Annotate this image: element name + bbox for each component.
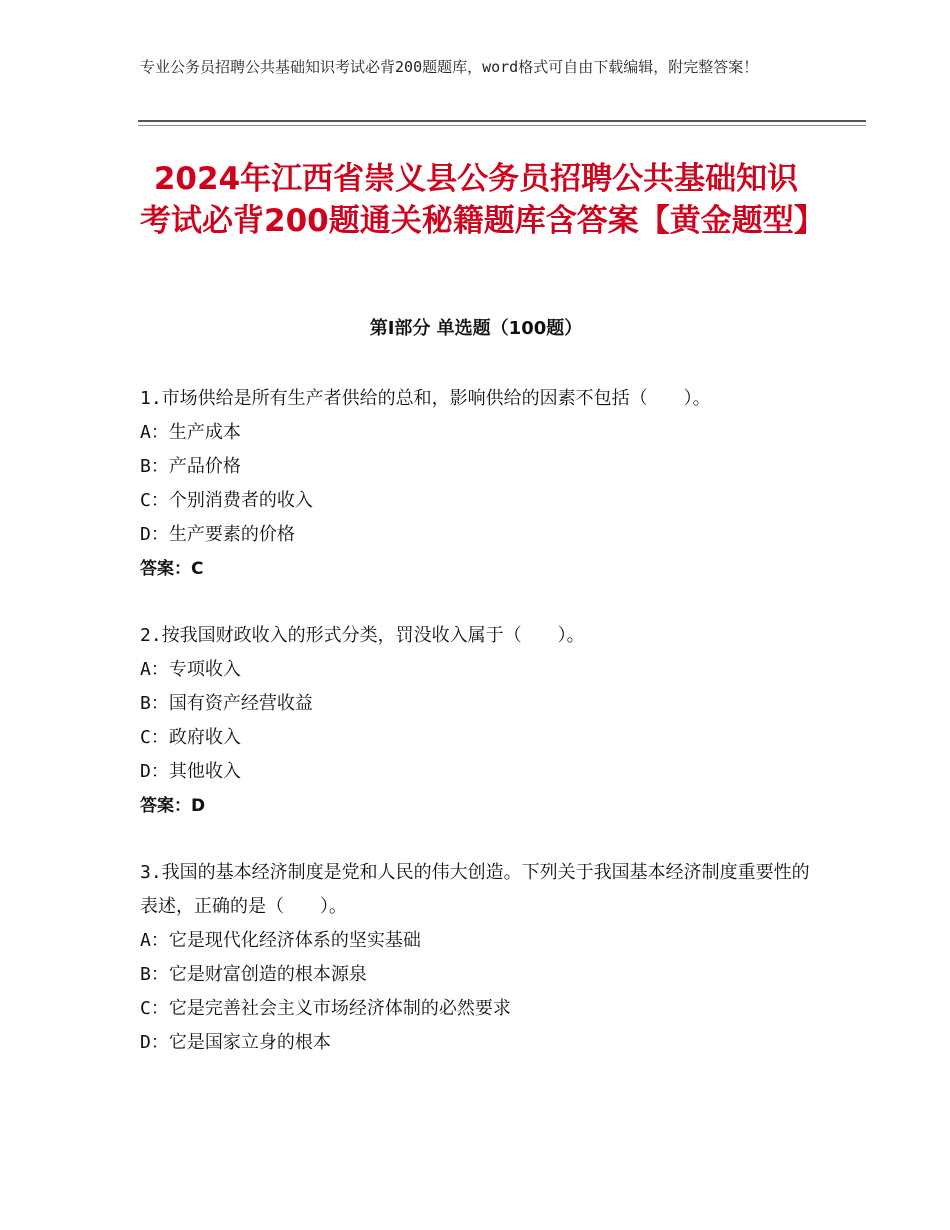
option-a: A：专项收入 bbox=[140, 659, 241, 680]
answer: 答案：D bbox=[140, 796, 206, 816]
document-title: 2024年江西省崇义县公务员招聘公共基础知识考试必背200题通关秘籍题库含答案【黄金题型】 bbox=[140, 161, 825, 239]
question-2 bbox=[140, 619, 820, 823]
header-rule-thick bbox=[138, 120, 866, 122]
option-b: B：产品价格 bbox=[140, 456, 241, 477]
question-3 bbox=[140, 856, 820, 1060]
question-stem: 3.我国的基本经济制度是党和人民的伟大创造。下列关于我国基本经济制度重要性的表述，正确的是（ ）。 bbox=[140, 862, 810, 917]
question-stem: 1.市场供给是所有生产者供给的总和，影响供给的因素不包括（ ）。 bbox=[140, 388, 711, 409]
header-note: 专业公务员招聘公共基础知识考试必背200题题库，word格式可自由下载编辑，附完整答案！ bbox=[140, 58, 759, 76]
option-b: B：它是财富创造的根本源泉 bbox=[140, 964, 367, 985]
question-stem: 2.按我国财政收入的形式分类，罚没收入属于（ ）。 bbox=[140, 625, 585, 646]
question-1 bbox=[140, 382, 820, 586]
option-b: B：国有资产经营收益 bbox=[140, 693, 313, 714]
header-rule-thin bbox=[138, 125, 866, 126]
option-d: D：它是国家立身的根本 bbox=[140, 1032, 331, 1053]
option-c: C：它是完善社会主义市场经济体制的必然要求 bbox=[140, 998, 511, 1019]
option-a: A：它是现代化经济体系的坚实基础 bbox=[140, 930, 421, 951]
answer: 答案：C bbox=[140, 559, 204, 579]
option-d: D：其他收入 bbox=[140, 761, 241, 782]
option-c: C：个别消费者的收入 bbox=[140, 490, 313, 511]
question-list bbox=[140, 382, 820, 1093]
option-c: C：政府收入 bbox=[140, 727, 241, 748]
section-heading: 第I部分 单选题（100题） bbox=[369, 318, 583, 339]
option-a: A：生产成本 bbox=[140, 422, 241, 443]
option-d: D：生产要素的价格 bbox=[140, 524, 295, 545]
